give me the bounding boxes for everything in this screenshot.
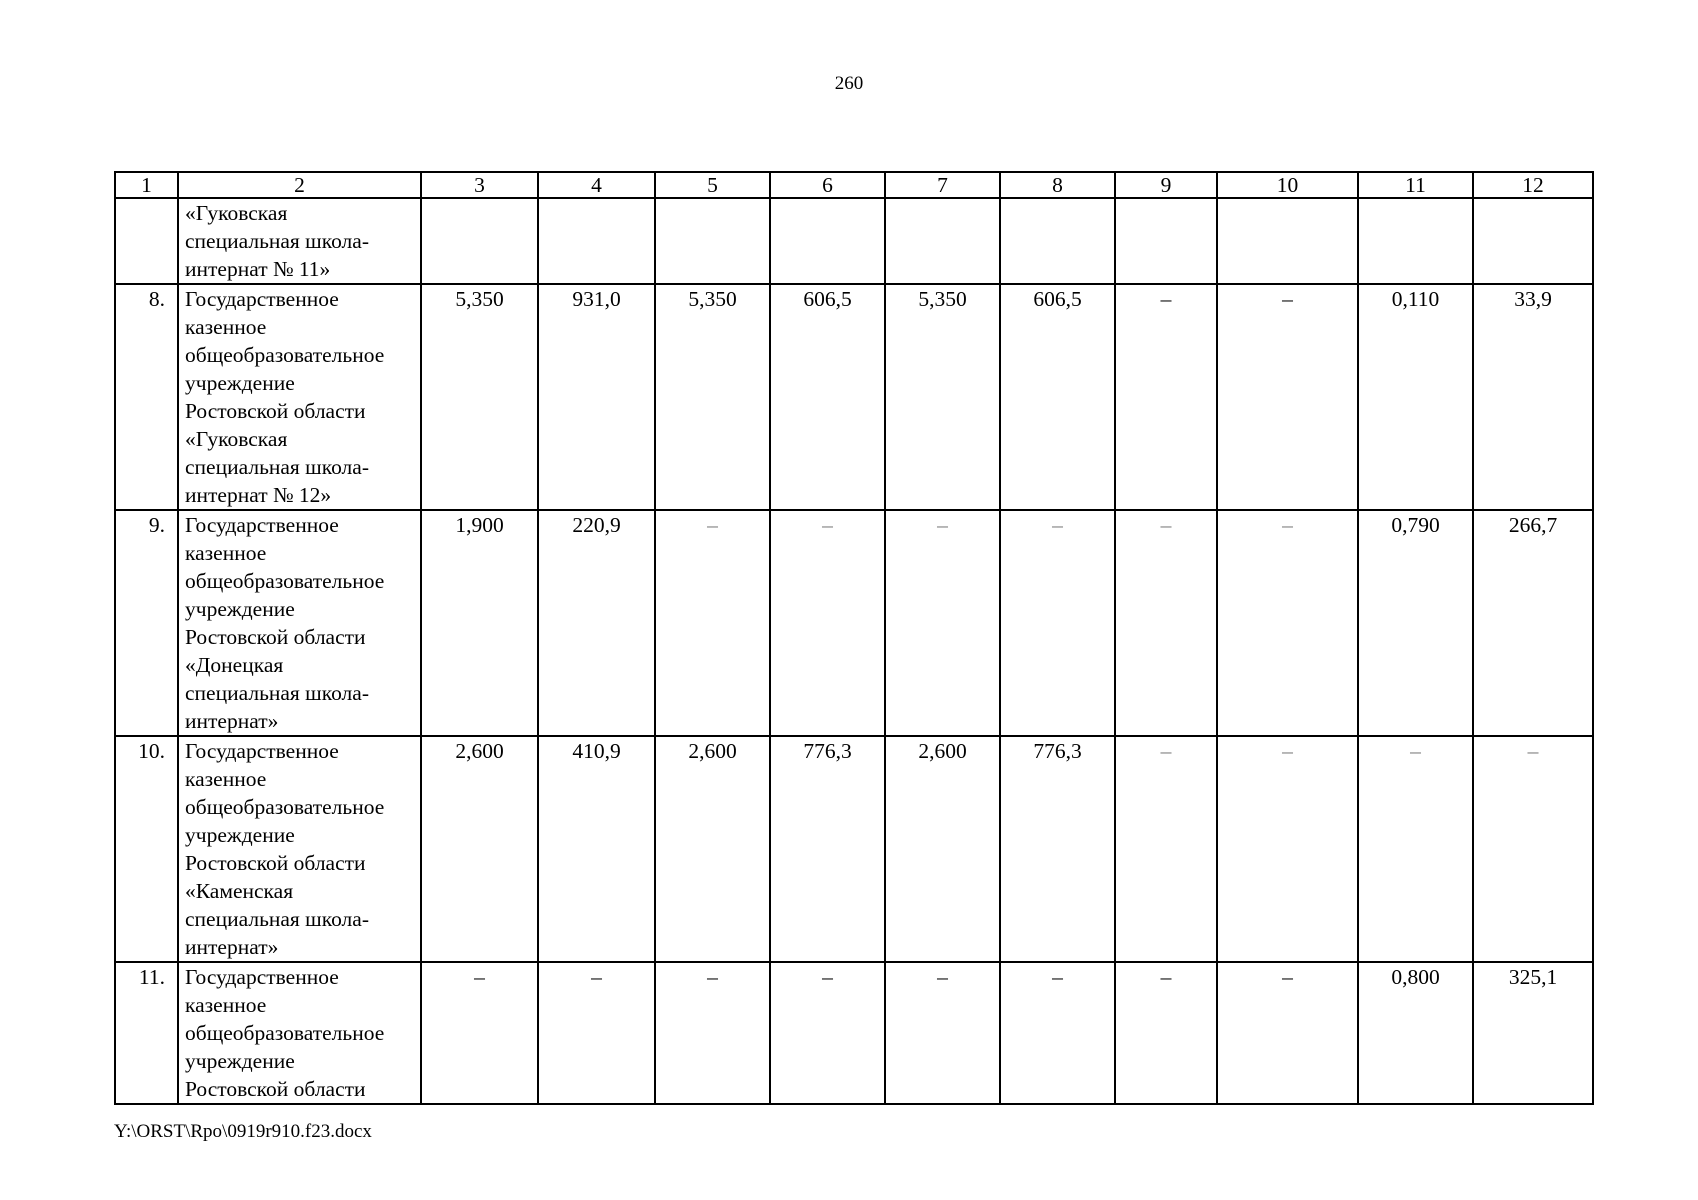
value-cell: 325,1 [1473,962,1593,1104]
name-line: учреждение [185,1049,295,1073]
value-cell: – [1000,962,1115,1104]
value-cell: – [1217,962,1358,1104]
value-cell: 606,5 [770,284,885,510]
header-cell: 2 [178,172,421,198]
value-cell: – [885,510,1000,736]
name-line: учреждение [185,371,295,395]
header-cell: 11 [1358,172,1473,198]
name-line: общеобразовательное [185,569,385,593]
value-cell: – [1115,962,1217,1104]
value-cell: – [770,962,885,1104]
value-cell: – [885,962,1000,1104]
value-cell: 0,790 [1358,510,1473,736]
value-cell: 1,900 [421,510,538,736]
institution-name [178,736,421,962]
name-line: общеобразовательное [185,795,385,819]
value-cell: 776,3 [770,736,885,962]
header-cell: 12 [1473,172,1593,198]
value-cell: – [1115,510,1217,736]
value-cell: – [1217,284,1358,510]
name-line: Государственное [185,287,339,311]
name-line: специальная школа- [185,229,369,253]
value-cell: 220,9 [538,510,655,736]
value-cell [655,198,770,284]
value-cell [770,198,885,284]
name-line: Ростовской области [185,625,366,649]
name-line: интернат № 12» [185,483,332,507]
value-cell: 5,350 [885,284,1000,510]
name-line: Ростовской области [185,851,366,875]
value-cell: – [1115,284,1217,510]
name-line: интернат» [185,935,279,959]
name-line: казенное [185,993,267,1017]
value-cell: 776,3 [1000,736,1115,962]
header-cell: 10 [1217,172,1358,198]
value-cell: – [655,510,770,736]
row-index: 11. [115,962,178,1104]
value-cell: 2,600 [421,736,538,962]
name-line: специальная школа- [185,681,369,705]
header-cell: 9 [1115,172,1217,198]
header-cell: 3 [421,172,538,198]
value-cell: 5,350 [655,284,770,510]
name-line: Ростовской области [185,1077,366,1101]
header-cell: 4 [538,172,655,198]
table-row [115,284,1593,510]
value-cell: – [1358,736,1473,962]
value-cell: 2,600 [885,736,1000,962]
header-cell: 5 [655,172,770,198]
footer-file-path: Y:\ORST\Rpo\0919r910.f23.docx [114,1121,372,1142]
value-cell: – [1115,736,1217,962]
name-line: учреждение [185,597,295,621]
name-line: специальная школа- [185,455,369,479]
name-line: общеобразовательное [185,1021,385,1045]
value-cell: 931,0 [538,284,655,510]
name-line: Государственное [185,965,339,989]
value-cell: – [1217,736,1358,962]
institution-name [178,962,421,1104]
name-line: «Гуковская [185,427,288,451]
row-index [115,198,178,284]
value-cell: – [1000,510,1115,736]
name-line: специальная школа- [185,907,369,931]
name-line: интернат № 11» [185,257,331,281]
row-index: 9. [115,510,178,736]
header-cell: 7 [885,172,1000,198]
name-line: «Гуковская [185,201,288,225]
name-line: казенное [185,541,267,565]
value-cell: 410,9 [538,736,655,962]
page-number: 260 [834,73,864,94]
name-line: казенное [185,767,267,791]
table-row [115,962,1593,1104]
value-cell: 0,110 [1358,284,1473,510]
name-line: общеобразовательное [185,343,385,367]
value-cell [1217,198,1358,284]
name-line: «Каменская [185,879,294,903]
value-cell [538,198,655,284]
table-header-row [115,172,1593,198]
name-line: интернат» [185,709,279,733]
value-cell: 606,5 [1000,284,1115,510]
value-cell [1115,198,1217,284]
table-row [115,736,1593,962]
value-cell: 0,800 [1358,962,1473,1104]
row-index: 8. [115,284,178,510]
value-cell: – [770,510,885,736]
name-line: Ростовской области [185,399,366,423]
value-cell: – [1473,736,1593,962]
institution-name [178,284,421,510]
value-cell [421,198,538,284]
table-row [115,198,1593,284]
table-row [115,510,1593,736]
value-cell: – [655,962,770,1104]
institution-name [178,510,421,736]
data-table [114,171,1594,1105]
row-index: 10. [115,736,178,962]
name-line: «Донецкая [185,653,284,677]
value-cell: 33,9 [1473,284,1593,510]
value-cell: 5,350 [421,284,538,510]
value-cell: – [1217,510,1358,736]
name-line: казенное [185,315,267,339]
value-cell: 2,600 [655,736,770,962]
institution-name [178,198,421,284]
name-line: учреждение [185,823,295,847]
value-cell: – [538,962,655,1104]
value-cell: – [421,962,538,1104]
value-cell: 266,7 [1473,510,1593,736]
value-cell [1000,198,1115,284]
value-cell [1473,198,1593,284]
header-cell: 6 [770,172,885,198]
value-cell [885,198,1000,284]
name-line: Государственное [185,513,339,537]
value-cell [1358,198,1473,284]
header-cell: 8 [1000,172,1115,198]
name-line: Государственное [185,739,339,763]
header-cell: 1 [115,172,178,198]
